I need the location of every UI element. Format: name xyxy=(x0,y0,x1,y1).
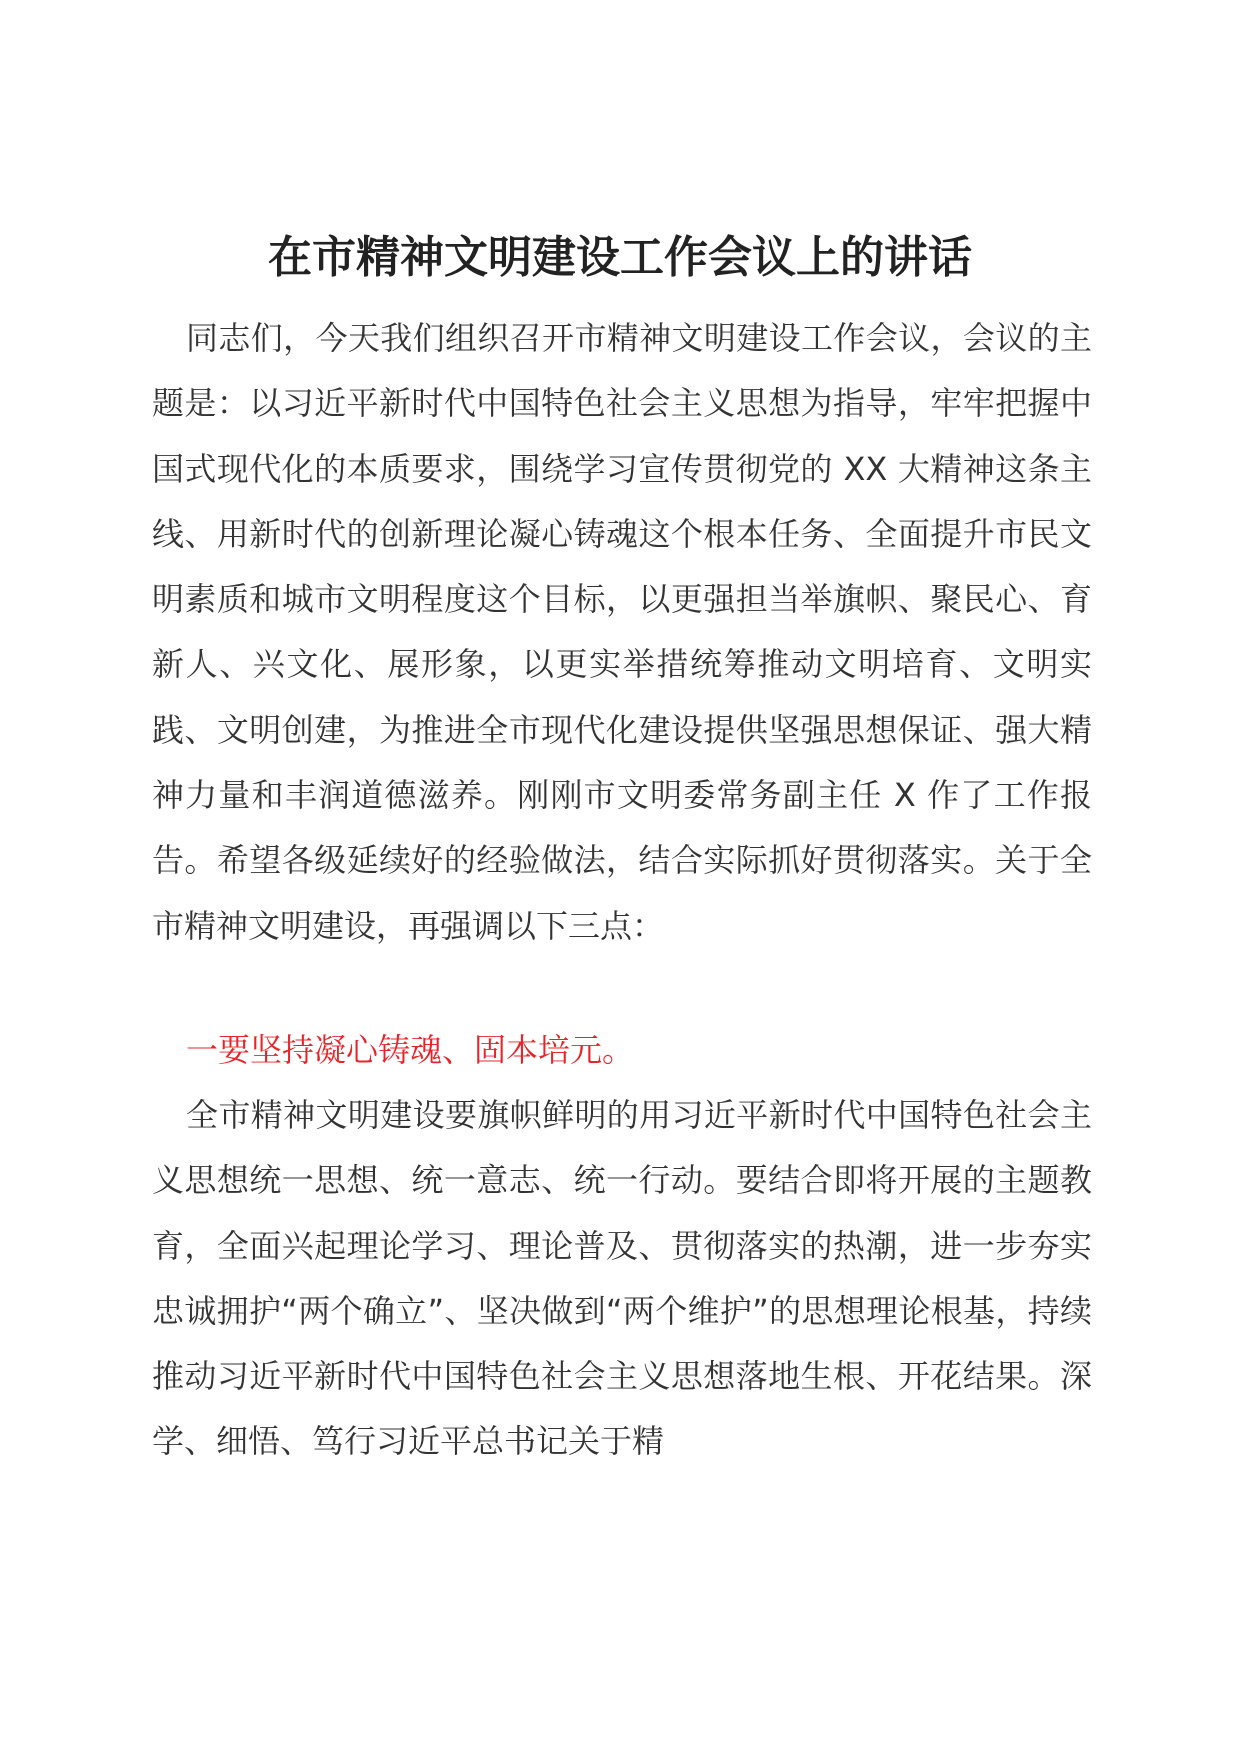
paragraph-intro: 同志们，今天我们组织召开市精神文明建设工作会议，会议的主题是：以习近平新时代中国特色社会主义思想为指导，牢牢把握中国式现代化的本质要求，围绕学习宣传贯彻党的 XX 大精神这条主线、用新时代的创新理论凝心铸魂这个根本任务、全面提升市民文明素质和城市文明程度这个目标，以更强担当举旗帜、聚民心、育新人、兴文化、展形象，以更实举措统筹推动文明培育、文明实践、文明创建，为推进全市现代化建设提供坚强思想保证、强大精神力量和丰润道德滋养。刚刚市文明委常务副主任 X 作了工作报告。希望各级延续好的经验做法，结合实际抓好贯彻落实。关于全市精神文明建设，再强调以下三点： xyxy=(152,319,1092,945)
paragraph-section-1: 全市精神文明建设要旗帜鲜明的用习近平新时代中国特色社会主义思想统一思想、统一意志、统一行动。要结合即将开展的主题教育，全面兴起理论学习、理论普及、贯彻落实的热潮，进一步夯实忠诚拥护“两个确立”、坚决做到“两个维护”的思想理论根基，持续推动习近平新时代中国特色社会主义思想落地生根、开花结果。深学、细悟、笃行习近平总书记关于精 xyxy=(152,1096,1092,1461)
section-heading-1: 一要坚持凝心铸魂、固本培元。 xyxy=(186,1031,635,1069)
document-title: 在市精神文明建设工作会议上的讲话 xyxy=(268,232,972,283)
